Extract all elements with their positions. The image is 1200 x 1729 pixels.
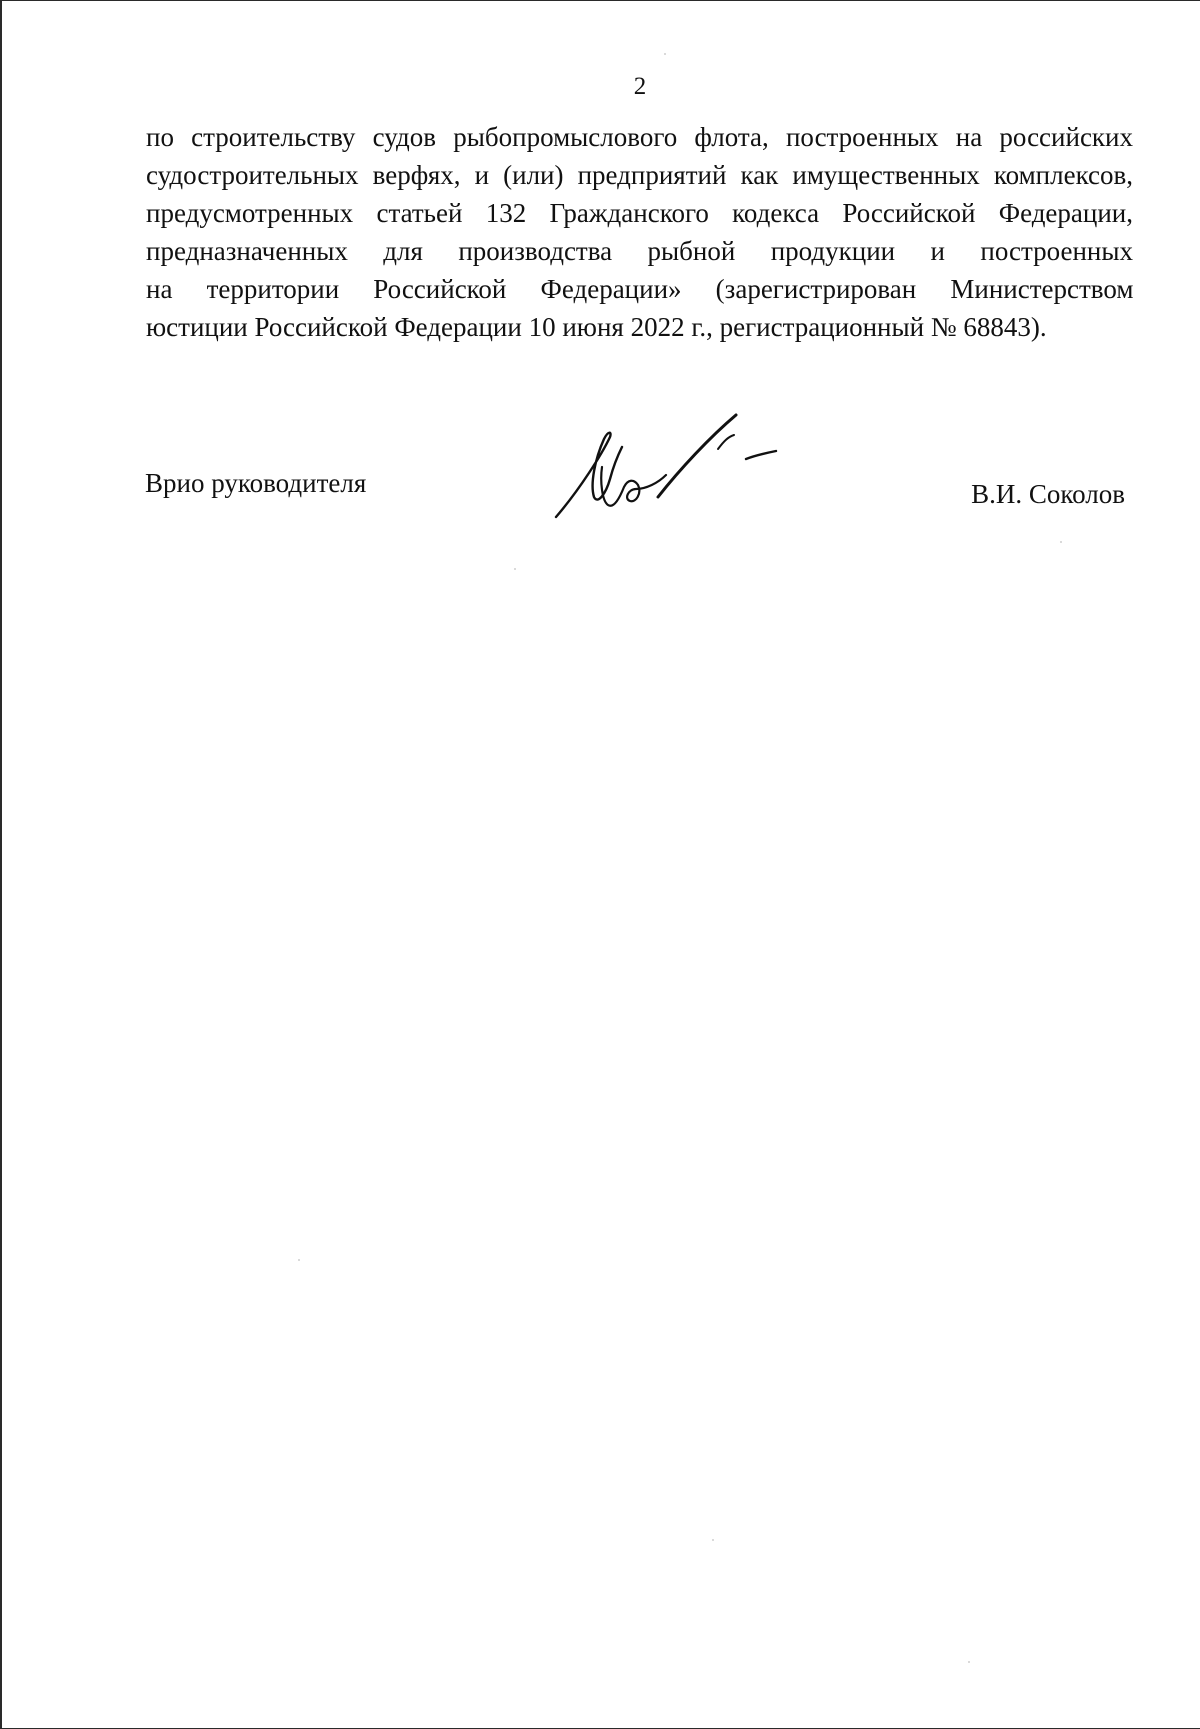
body-line: предусмотренных статьей 132 Гражданского кодекса Российской Федерации, bbox=[146, 198, 1133, 228]
scan-speck bbox=[298, 1259, 300, 1261]
scan-speck bbox=[968, 1661, 970, 1663]
signatory-position: Врио руководителя bbox=[145, 468, 367, 498]
body-line: по строительству судов рыбопромыслового флота, построенных на российских bbox=[146, 122, 1133, 152]
scan-speck bbox=[712, 1539, 714, 1541]
scan-speck bbox=[1060, 541, 1062, 543]
body-line: судостроительных верфях, и (или) предприятий как имущественных комплексов, bbox=[146, 160, 1133, 190]
scan-speck bbox=[514, 568, 516, 570]
page-number: 2 bbox=[633, 73, 647, 100]
body-line: юстиции Российской Федерации 10 июня 2022 г., регистрационный № 68843). bbox=[146, 312, 1047, 342]
body-paragraph bbox=[146, 118, 1133, 346]
handwritten-signature bbox=[550, 409, 780, 524]
body-line: предназначенных для производства рыбной продукции и построенных bbox=[146, 236, 1133, 266]
body-line: на территории Российской Федерации» (зарегистрирован Министерством bbox=[146, 274, 1134, 304]
scan-speck bbox=[664, 53, 666, 55]
signer-name: В.И. Соколов bbox=[971, 479, 1125, 509]
